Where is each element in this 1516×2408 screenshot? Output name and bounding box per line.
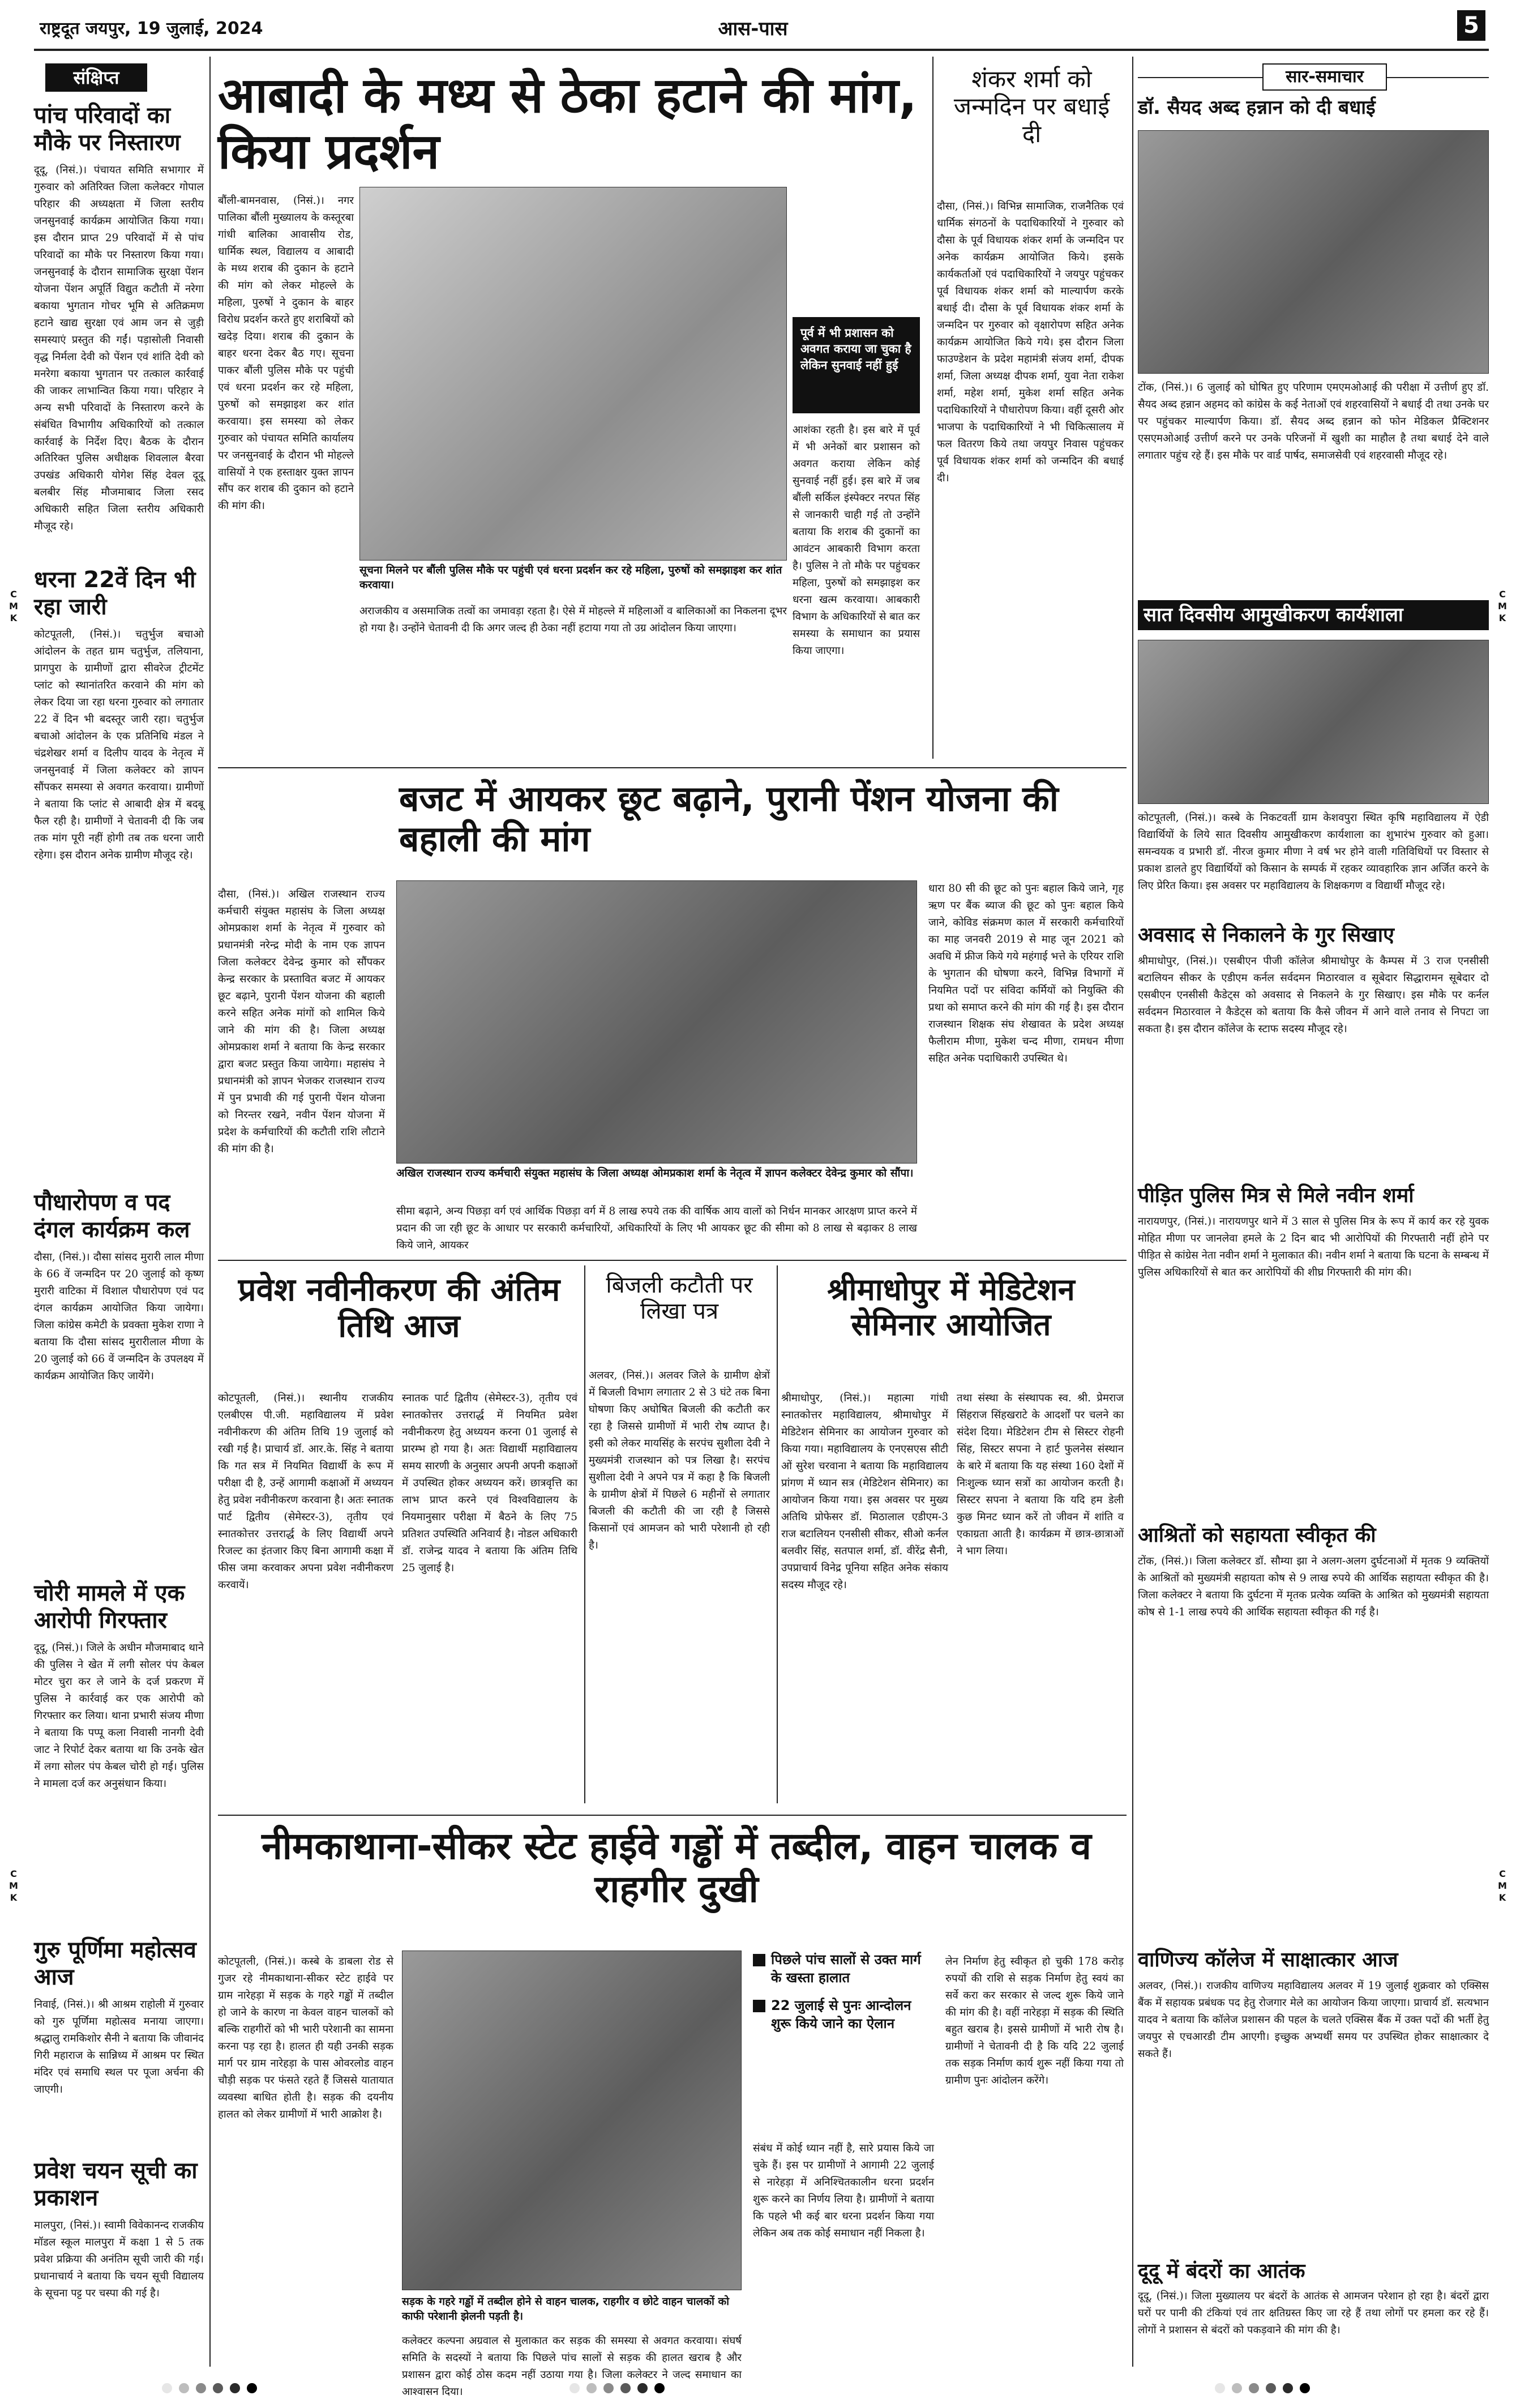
color-swatch: [230, 2383, 240, 2393]
story-headline: बिजली कटौती पर लिखा पत्र: [606, 1272, 753, 1324]
item-body: टोंक, (निसं.)। 6 जुलाई को घोषित हुए परिणाम एमएमओआई की परीक्षा में उत्तीर्ण हुए डॉ. सैयद अब्द हन्नान अहमद को कांग्रेस के कई नेताओं एवं शहरवासियों ने बधाई दी तथा उनके घर पर पहुंचकर माल्यार्पण किया। डॉ. सैयद अब्द हन्नान को फोन मेडिकल प्रैक्टिशनर एसएमओआई उत्तीर्ण करने पर उनके परिजनों में खुशी का माहौल है तथा बधाई देने वाले लगातार पहुंच रहे हैं। इस मौके पर वार्ड पार्षद, समाजसेवी एवं शहरवासी मौजूद रहे।: [1138, 382, 1489, 461]
saar-label: सार-समाचार: [1262, 63, 1387, 91]
color-swatch: [1283, 2383, 1293, 2393]
story-headline: नीमकाथाना-सीकर स्टेट हाईवे गड्ढों में तब्दील, वाहन चालक व राहगीर दुखी: [262, 1824, 1091, 1911]
brief-body: मालपुरा, (निसं.)। स्वामी विवेकानन्द राजकीय मॉडल स्कूल मालपुरा में कक्षा 1 से 5 तक प्रवेश प्रक्रिया की अनंतिम सूची जारी की गई। प्रधानाचार्य ने बताया कि चयन सूची विद्यालय के सूचना पट्ट पर चस्पा की गई है।: [34, 2219, 204, 2299]
story-divider: [777, 1265, 778, 1803]
saar-rule: [1138, 77, 1262, 78]
header-rule: [34, 49, 1489, 51]
item-headline: अवसाद से निकालने के गुर सिखाए: [1138, 923, 1394, 947]
story-budget: [218, 767, 1127, 1254]
footer-registration: [0, 2375, 1516, 2408]
story-body-1: कोटपूतली, (निसं.)। कस्बे के डाबला रोड से गुजर रहे नीमकाथाना-सीकर स्टेट हाईवे पर ग्राम नारेहड़ा में सड़क के गहरे गड्ढों में तब्दील हो जाने के कारण ना केवल वाहन चालकों को बल्कि राहगीरों को भी भारी परेशानी का सामना करना पड़ रहा है। हालत ही यही उनकी सड़क मार्ग पर ग्राम नारेहड़ा के पास ओवरलोड वाहन चौड़ी सड़क पर फंसते रहते हैं जिससे यातायात व्यवस्था बाधित होती है। सड़क की दयनीय हालत को लेकर ग्रामीणों में भारी आक्रोश है।: [218, 1956, 393, 2120]
item-body: अलवर, (निसं.)। राजकीय वाणिज्य महाविद्यालय अलवर में 19 जुलाई शुक्रवार को एक्सिस बैंक में सहायक प्रबंधक पद हेतु रोजगार मेले का आयोजन किया जाएगा। प्राचार्य डॉ. सत्यभान यादव ने बताया कि कॉलेज प्रशासन की पहल के चलते एक्सिस बैंक में उक्त पदों की भर्ती हेतु जयपुर से एचआरडी टीम आएगी। इच्छुक अभ्यर्थी समय पर उपस्थित होकर साक्षात्कार दे सकते हैं।: [1138, 1980, 1489, 2060]
story-bijli: [589, 1260, 773, 1809]
story-admission: [218, 1260, 580, 1809]
masthead: [0, 0, 1516, 57]
brief-body: कोटपूतली, (निसं.)। चतुर्भुज बचाओ आंदोलन के तहत ग्राम चतुर्भुज, तलियाना, प्रागपुरा के ग्रामीणों द्वारा सीवरेज ट्रीटमेंट प्लांट को स्थानांतरित करवाने की मांग को लेकर दिया जा रहा धरना गुरुवार को लगातार 22 वें दिन भी बदस्तूर जारी रहा। चतुर्भुज बचाओ आंदोलन के एक प्रतिनिधि मंडल ने चंद्रशेखर शर्मा व दिलीप यादव के नेतृत्व में जनसुनवाई में जिला कलेक्टर को ज्ञापन सौंपकर समस्या से अवगत करवाया। ग्रामीणों ने बताया कि प्लांट से आबादी क्षेत्र में बदबू फैल रही है। ग्रामीणों ने चेतावनी दी कि जब तक मांग पूरी नहीं होगी तब तक धरना जारी रहेगा। इस दौरान अनेक ग्रामीण मौजूद रहे।: [34, 628, 204, 861]
color-swatch: [1215, 2383, 1225, 2393]
item-headline: डॉ. सैयद अब्द हन्नान को दी बधाई: [1138, 96, 1376, 119]
brief-headline: चोरी मामले में एक आरोपी गिरफ्तार: [34, 1580, 185, 1633]
story-highway: [218, 1815, 1127, 2398]
brief-headline: धरना 22वें दिन भी रहा जारी: [34, 567, 196, 620]
story-body: अलवर, (निसं.)। अलवर जिले के ग्रामीण क्षेत्रों में बिजली विभाग लगातार 2 से 3 घंटे तक बिना घोषणा किए अघोषित बिजली की कटौती कर रहा है जिससे ग्रामीणों में भारी रोष व्याप्त है। इसी को लेकर मायसिंह के सरपंच सुशीला देवी ने मुख्यमंत्री राजस्थान को पत्र लिखा है। सरपंच सुशीला देवी ने अपने पत्र में कहा है कि बिजली के ग्रामीण क्षेत्रों में पिछले 6 महीनों से लगातार बिजली की कटौती की जा रही है जिससे किसानों एवं आमजन को भारी परेशानी हो रही है।: [589, 1370, 770, 1551]
right-item-1: [1138, 96, 1489, 594]
photo-caption: सूचना मिलने पर बौंली पुलिस मौके पर पहुंची एवं धरना प्रदर्शन कर रहे महिला, पुरुषों को समझाइश कर शांत करवाया।: [359, 564, 782, 591]
highway-bullet-box: [753, 1951, 934, 2132]
color-swatch: [1300, 2383, 1310, 2393]
color-swatch: [654, 2383, 665, 2393]
story-body-4: कलेक्टर कल्पना अग्रवाल से मुलाकात कर सड़क की समस्या से अवगत करवाया। संघर्ष समिति के सदस्यों ने बताया कि पिछले पांच सालों से सड़क की हालत खराब है और प्रशासन द्वारा कोई ठोस कदम नहीं उठाया गया है। जिला कलेक्टर ने जल्द समाधान का आश्वासन दिया।: [402, 2335, 742, 2398]
column-rule-left: [209, 57, 211, 2367]
color-swatch: [1266, 2383, 1276, 2393]
left-brief-4: [34, 1580, 204, 1931]
bullet-marker: [753, 1954, 765, 1966]
story-headline: बजट में आयकर छूट बढ़ाने, पुरानी पेंशन योजना की बहाली की मांग: [399, 778, 1059, 860]
color-bar-left: [159, 2383, 260, 2396]
saar-rule: [1387, 77, 1489, 78]
left-brief-5: [34, 1936, 204, 2146]
story-body-2: तथा संस्था के संस्थापक स्व. श्री. प्रेमराज सिंहराज सिंहखराटे के आदर्शों पर चलने का संदेश दिया। मेडिटेशन टीम से सिस्टर रोहनी सिंह, सिस्टर सपना ने हार्ट फुलनेस संस्थान के बारे में बताया कि यह संस्था 160 देशों में निःशुल्क ध्यान सत्रों का आयोजन करती है। सिस्टर सपना ने बताया कि यदि हम डेली कुछ मिनट ध्यान करें तो जीवन में शांति व एकाग्रता आती है। कार्यक्रम में छात्र-छात्राओं ने भाग लिया।: [957, 1392, 1124, 1557]
item-headline: पीड़ित पुलिस मित्र से मिले नवीन शर्मा: [1138, 1184, 1414, 1207]
crop-mark-left: C M K: [9, 589, 18, 623]
story-shankar-sharma: [937, 57, 1127, 764]
photo-caption: सड़क के गहरे गड्ढों में तब्दील होने से वाहन चालक, राहगीर व छोटे वाहन चालकों को काफी परेशानी झेलनी पड़ती है।: [402, 2295, 730, 2323]
item-headline: दूदू में बंदरों का आतंक: [1138, 2260, 1305, 2283]
brief-body: दौसा, (निसं.)। दौसा सांसद मुरारी लाल मीणा के 66 वें जन्मदिन पर 20 जुलाई को कृष्ण मुरारी वाटिका में विशाल पौधारोपण एवं पद दंगल कार्यक्रम आयोजित किया जायेगा। जिला कांग्रेस कमेटी के प्रवक्ता मुकेश राणा ने बताया कि दौसा सांसद मुरारीलाल मीणा के 20 जुलाई को 66 वें जन्मदिन के उपलक्ष्य में कार्यक्रम आयोजित किए जायेंगे।: [34, 1251, 204, 1382]
brief-body: दूदू, (निसं.)। पंचायत समिति सभागार में गुरुवार को अतिरिक्त जिला कलेक्टर गोपाल परिहार की अध्यक्षता में जिला स्तरीय जनसुनवाई कार्यक्रम आयोजित किया गया। इस दौरान प्राप्त 29 परिवादों में से पांच परिवादों का मौके पर निस्तारण किया गया। जनसुनवाई के दौरान सामाजिक सुरक्षा पेंशन योजना पेंशन अपूर्ति विद्युत कटौती में नरेगा बकाया भुगतान गोचर भूमि से अतिक्रमण हटाने खाद्य सुरक्षा एवं आम जन से जुड़ी समस्याएं प्रस्तुत की गईं। पड़ासोली निवासी वृद्ध निर्मला देवी को पेंशन एवं शांति देवी को मनरेगा बकाया भुगतान पर तत्काल कार्रवाई की जाकर लाभान्वित किया गया। परिहार ने अन्य सभी परिवादों के निस्तारण करने के संबंधित विभागीय अधिकारियों को तत्काल कार्रवाई के निर्देश दिए। बैठक के दौरान अतिरिक्त पुलिस अधीक्षक शिवलाल बैरवा उपखंड अधिकारी योगेश सिंह देवल दूदू बलबीर सिंह मौजमाबाद जिला रसद अधिकारी सहित जिला स्तरीय अधिकारी मौजूद रहे।: [34, 164, 204, 533]
bullet-text: पिछले पांच सालों से उक्त मार्ग के खस्ता हालात: [771, 1952, 921, 1986]
item-headline: आश्रितों को सहायता स्वीकृत की: [1138, 1524, 1376, 1547]
brief-headline: गुरु पूर्णिमा महोत्सव आज: [34, 1937, 196, 1990]
story-divider: [932, 57, 933, 759]
highway-photo: [402, 1951, 742, 2290]
color-swatch: [162, 2383, 172, 2393]
header-page-number: 5: [1457, 10, 1485, 41]
story-body-c: धारा 80 सी की छूट को पुनः बहाल किये जाने, गृह ऋण पर बैंक ब्याज की छूट को पुनः बहाल किये जाने, कोविड संक्रमण काल में सरकारी कर्मचारियों का माह जनवरी 2019 से माह जून 2021 को अवधि में फ्रीज किये गये महंगाई भत्ते के एरियर राशि के भुगतान की घोषणा करने, विभिन्न विभागों में नियमित पदों पर संविदा कर्मियों को नियुक्ति की प्रथा को समाप्त करने की मांग की गई है। इस दौरान राजस्थान शिक्षक संघ शेखावत के प्रदेश अध्यक्ष फैलीराम मीणा, मुकेश चन्द मीणा, रामधन मीणा सहित अनेक पदाधिकारी उपस्थित थे।: [928, 883, 1124, 1064]
left-column: [34, 57, 204, 2372]
story-seminar: [781, 1260, 1127, 1809]
brief-body: निवाई, (निसं.)। श्री आश्रम राहोली में गुरुवार को गुरु पूर्णिमा महोत्सव मनाया जाएगा। श्रद्धालु रामकिशोर सैनी ने बताया कि जीवानंद गिरी महाराज के सान्निध्य में आश्रम पर स्थित मंदिर एवं समाधि स्थल पर पूजा अर्चना की जाएगी।: [34, 1999, 204, 2095]
right-column: [1138, 57, 1489, 2372]
story-rule: [218, 767, 1127, 768]
column-rule-right: [1132, 57, 1133, 2367]
color-swatch: [603, 2383, 614, 2393]
color-bar-right: [1211, 2383, 1313, 2396]
item-body: श्रीमाधोपुर, (निसं.)। एसबीएन पीजी कॉलेज श्रीमाधोपुर के कैम्पस में 3 राज एनसीसी बटालियन सीकर के एडीएम कर्नल सर्वदमन मिठारवाल व सूबेदार सिद्धारामन सूबेदार दो एसबीएन एनसीसी कैडेट्स को अवसाद से निकलने के गुर सिखाए। इस मौके पर कर्नल सर्वदमन मिठारवाल ने कैडेट्स को बताया कि कैसे जीवन में आने वाले तनाव से निपटा जा सकता है। इस दौरान कॉलेज के स्टाफ सदस्य मौजूद रहे।: [1138, 955, 1489, 1036]
color-swatch: [196, 2383, 206, 2393]
color-swatch: [213, 2383, 223, 2393]
story-body-a: दौसा, (निसं.)। अखिल राजस्थान राज्य कर्मचारी संयुक्त महासंघ के जिला अध्यक्ष ओमप्रकाश शर्मा के नेतृत्व में गुरुवार को प्रधानमंत्री नरेन्द्र मोदी के नाम एक ज्ञापन जिला कलेक्टर देवेन्द्र कुमार को सौंपकर केन्द्र सरकार के प्रस्तावित बजट में आयकर छूट बढ़ाने, पुरानी पेंशन योजना की बहाली करने सहित अनेक मांगों को शामिल किये जाने की मांग की है। जिला अध्यक्ष ओमप्रकाश शर्मा ने बताया कि केन्द्र सरकार द्वारा बजट प्रस्तुत किया जायेगा। महासंघ ने प्रधानमंत्री को ज्ञापन भेजकर राजस्थान राज्य में पुन प्रभावी की गई पुरानी पेंशन योजना को निरन्तर रखने, नवीन पेंशन योजना में प्रदेश के कर्मचारियों की कटौती राशि लौटाने की मांग की है।: [218, 888, 385, 1155]
right-item-7: [1138, 2259, 1489, 2372]
left-brief-6: [34, 2157, 204, 2372]
color-swatch: [637, 2383, 648, 2393]
item-body: नारायणपुर, (निसं.)। नारायणपुर थाने में 3 साल से पुलिस मित्र के रूप में कार्य कर रहे युवक मोहित मीणा पर जानलेवा हमले के 2 दिन बाद भी आरोपियों की गिरफ्तारी नहीं होने पर पीड़ित से कांग्रेस नेता नवीन शर्मा ने मुलाकात की। नवीन शर्मा ने बताया कि घटना के सम्बन्ध में पुलिस अधिकारियों से बात कर आरोपियों की शीघ्र गिरफ्तारी की मांग की।: [1138, 1216, 1489, 1279]
item-headline-band: [1138, 600, 1489, 630]
bullet-marker: [753, 2000, 765, 2012]
left-brief-1: [34, 102, 204, 555]
story-body-left: बौंली-बामनवास, (निसं.)। नगर पालिका बौंली मुख्यालय के कस्तूरबा गांधी बालिका आवासीय रोड, धार्मिक स्थल, विद्यालय व आबादी के मध्य शराब की दुकान के हटाने की मांग को लेकर मोहल्ले के महिला, पुरुषों ने दुकान के बाहर विरोध प्रदर्शन करते हुए शराबियों को खदेड़ दिया। शराब की दुकान के बाहर धरना देकर बैठ गए। सूचना पाकर बौंली पुलिस मौके पर पहुंची एवं धरना प्रदर्शन कर रहे महिला, पुरुषों को समझाइश कर शांत करवाया। इस समस्या को लेकर गुरुवार को पंचायत समिति कार्यालय पर जनसुनवाई के दौरान भी मोहल्ले वासियों ने एक हस्ताक्षर युक्त ज्ञापन सौंप कर शराब की दुकान को हटाने की मांग की।: [218, 195, 354, 512]
story-body-2: स्नातक पार्ट द्वितीय (सेमेस्टर-3), तृतीय एवं स्नातकोत्तर उत्तरार्द्ध में नियमित प्रवेश नवीनीकरण हेतु अध्ययन करना 01 जुलाई से प्रारम्भ हो गया है। अतः विद्यार्थी महाविद्यालय समय सारणी के अनुसार अपनी अपनी कक्षाओं में उपस्थित होकर अध्ययन करें। छात्रवृत्ति का लाभ प्राप्त करने एवं विश्वविद्यालय के नियमानुसार परीक्षा में बैठने के लिए 75 प्रतिशत उपस्थिति अनिवार्य है। नोडल अधिकारी डॉ. राजेन्द्र यादव ने बताया कि अंतिम तिथि 25 जुलाई है।: [402, 1392, 577, 1574]
story-body-d: सीमा बढ़ाने, अन्य पिछड़ा वर्ग एवं आर्थिक पिछड़ा वर्ग में 8 लाख रुपये तक की वार्षिक आय वालों को निर्धन मानकर आरक्षण प्राप्त करने में प्रदान की जा रही छूट के आधार पर सरकारी कर्मचारियों, अधिकारियों के लिए भी आयकर छूट की सीमा को 8 लाख से बढ़ाकर 8 लाख किये जाने, आयकर: [396, 1205, 917, 1251]
item-headline: वाणिज्य कॉलेज में साक्षात्कार आज: [1138, 1948, 1398, 1971]
pullquote-box: [793, 317, 920, 413]
right-item-2: [1138, 600, 1489, 917]
story-body-1: कोटपूतली, (निसं.)। स्थानीय राजकीय एलबीएस पी.जी. महाविद्यालय में प्रवेश नवीनीकरण की अंतिम तिथि 19 जुलाई को रखी गई है। प्राचार्य डॉ. आर.के. सिंह ने बताया कि गत सत्र में नियमित विद्यार्थी के रूप में परीक्षा दी है, उन्हें आगामी कक्षाओं में अध्ययन हेतु प्रवेश नवीनीकरण करवाना है। अतः स्नातक पार्ट द्वितीय (सेमेस्टर-3), तृतीय एवं स्नातकोत्तर उत्तरार्द्ध के लिए विद्यार्थी अपने रिजल्ट का इंतजार किए बिना आगामी कक्षा में फीस जमा करवाकर अपना प्रवेश नवीनीकरण करवायें।: [218, 1392, 393, 1591]
story-body-3: लेन निर्माण हेतु स्वीकृत हो चुकी 178 करोड़ रुपयों की राशि से सड़क निर्माण हेतु स्वयं का सर्वे करा कर सरकार से जल्द शुरू किये जाने की मांग की है। वहीं नारेहड़ा में सड़क की स्थिति बहुत खराब है। इससे ग्रामीणों में भारी रोष है। ग्रामीणों ने चेतावनी दी है कि यदि 22 जुलाई तक सड़क निर्माण कार्य शुरू नहीं किया गया तो ग्रामीण पुनः आंदोलन करेंगे।: [945, 1956, 1124, 2086]
crop-mark-left-2: C M K: [9, 1868, 18, 1903]
header-section: आस-पास: [718, 18, 788, 40]
brief-headline: पौधारोपण व पद दंगल कार्यक्रम कल: [34, 1190, 190, 1243]
story-body-1: श्रीमाधोपुर, (निसं.)। महात्मा गांधी स्नातकोत्तर महाविद्यालय, श्रीमाधोपुर में मेडिटेशन सेमिनार का आयोजन गुरुवार को किया गया। महाविद्यालय के एनएसएस सीटी ओं सुरेश चरवाना ने बताया कि महाविद्यालय प्रांगण में ध्यान सत्र (मेडिटेशन सेमिनार) का आयोजन किया गया। इस अवसर पर मुख्य अतिथि प्रोफेसर डॉ. मिठालाल एडीएम-3 राज बटालियन एनसीसी सीकर, सीओ कर्नल बलवीर सिंह, सतपाल शर्मा, डॉ. वीरेंद्र सैनी, उपप्राचार्य विनेद्र पूनिया सहित अनेक संकाय सदस्य मौजूद रहे।: [781, 1392, 948, 1591]
photo-caption: अखिल राजस्थान राज्य कर्मचारी संयुक्त महासंघ के जिला अध्यक्ष ओमप्रकाश शर्मा के नेतृत्व में ज्ञापन कलेक्टर देवेन्द्र कुमार को सौंपा।: [396, 1167, 914, 1179]
header-date: राष्ट्रदूत जयपुर, 19 जुलाई, 2024: [40, 19, 263, 39]
right-item-5: [1138, 1523, 1489, 1942]
item-body: कोटपूतली, (निसं.)। कस्बे के निकटवर्ती ग्राम केशवपुरा स्थित कृषि महाविद्यालय में ऐडी विद्यार्थियों के लिये सात दिवसीय आमुखीकरण कार्यशाला का शुभारंभ गुरुवार को हुआ। समन्वयक व प्रभारी डॉ. नीरज कुमार मीणा ने वर्ष भर होने वाली गतिविधियों पर विस्तार से प्रकाश डालते हुए विद्यार्थियों को किसान के सम्पर्क में रहकर व्यावहारिक ज्ञान अर्जित करने के लिए प्रेरित किया। इस अवसर पर महाविद्यालय के शिक्षकगण व विद्यार्थी मौजूद रहे।: [1138, 812, 1489, 892]
protest-photo: [359, 187, 787, 561]
brief-headline: पांच परिवादों का मौके पर निस्तारण: [34, 102, 181, 156]
brief-body: दूदू, (निसं.)। जिले के अधीन मौजमाबाद थाने की पुलिस ने खेत में लगी सोलर पंप केबल मोटर चुरा कर ले जाने के दर्ज प्रकरण में पुलिस ने कार्रवाई कर एक आरोपी को गिरफ्तार कर लिया। थाना प्रभारी संजय मीणा ने बताया कि पप्पू कला निवासी नानगी देवी जाट ने रिपोर्ट देकर बताया था कि उनके खेत में लगा सोलर पंप केबल चोरी हो गई। पुलिस ने मामला दर्ज कर अनुसंधान किया।: [34, 1642, 204, 1790]
color-swatch: [247, 2383, 257, 2393]
budget-photo: [396, 880, 917, 1164]
pullquote-text: पूर्व में भी प्रशासन को अवगत कराया जा चुका है लेकिन सुनवाई नहीं हुई: [800, 326, 911, 372]
crop-mark-right-2: C M K: [1498, 1868, 1507, 1903]
left-brief-2: [34, 566, 204, 1178]
right-item-6: [1138, 1948, 1489, 2253]
color-swatch: [620, 2383, 631, 2393]
story-body-bottom: अराजकीय व असमाजिक तत्वों का जमावड़ा रहता है। ऐसे में मोहल्ले में महिलाओं व बालिकाओं का निकलना दूभर हो गया है। उन्होंने चेतावनी दी कि अगर जल्द ही ठेका नहीं हटाया गया तो उग्र आंदोलन किया जाएगा।: [359, 605, 787, 634]
color-swatch: [1232, 2383, 1242, 2393]
story-divider: [584, 1265, 585, 1803]
story-headline: श्रीमाधोपुर में मेडिटेशन सेमिनार आयोजित: [827, 1272, 1075, 1343]
color-swatch: [569, 2383, 580, 2393]
bullet-item: [753, 1996, 934, 2033]
story-headline: प्रवेश नवीनीकरण की अंतिम तिथि आज: [238, 1272, 560, 1345]
color-swatch: [179, 2383, 189, 2393]
color-swatch: [1249, 2383, 1259, 2393]
item-photo: [1138, 640, 1489, 804]
story-theka-protest: [218, 57, 928, 764]
left-brief-3: [34, 1189, 204, 1574]
story-headline: आबादी के मध्य से ठेका हटाने की मांग, किया प्रदर्शन: [218, 67, 918, 180]
item-headline: सात दिवसीय आमुखीकरण कार्यशाला: [1144, 604, 1403, 626]
crop-mark-right: C M K: [1498, 589, 1507, 623]
story-headline: शंकर शर्मा को जन्मदिन पर बधाई दी: [953, 65, 1110, 148]
color-bar-mid: [566, 2383, 668, 2396]
bullet-item: [753, 1951, 934, 1987]
sankshipt-label: संक्षिप्त: [45, 63, 147, 92]
color-swatch: [586, 2383, 597, 2393]
item-body: टोंक, (निसं.)। जिला कलेक्टर डॉ. सौम्या झा ने अलग-अलग दुर्घटनाओं में मृतक 9 व्यक्तियों के आश्रितों को मुख्यमंत्री सहायता कोष से 9 लाख रुपये की आर्थिक सहायता स्वीकृत की है। जिला कलेक्टर ने बताया कि दुर्घटना में मृतक प्रत्येक व्यक्ति के आश्रित को मुख्यमंत्री सहायता कोष से 1-1 लाख रुपये की आर्थिक सहायता स्वीकृत की गई है।: [1138, 1555, 1489, 1619]
story-body: दौसा, (निसं.)। विभिन्न सामाजिक, राजनैतिक एवं धार्मिक संगठनों के पदाधिकारियों ने गुरुवार को दौसा के पूर्व विधायक शंकर शर्मा के जन्मदिन पर अनेक कार्यक्रम आयोजित किये। इसके कार्यकर्ताओं एवं पदाधिकारियों ने जयपुर पहुंचकर पूर्व विधायक शंकर शर्मा को माल्यार्पण करके बधाई दी। दौसा के पूर्व विधायक शंकर शर्मा के जन्मदिन पर गुरुवार को वृक्षारोपण सहित अनेक कार्यक्रम आयोजित किये गये। इस दौरान जिला फाउण्डेशन के प्रदेश महामंत्री संजय शर्मा, दीपक शर्मा, जिला अध्यक्ष दीपक शर्मा, युवा नेता राकेश शर्मा, महेश शर्मा, मुकेश शर्मा सहित अनेक पदाधिकारियों ने पौधारोपण किया। वहीं दूसरी ओर भाजपा के पदाधिकारियों ने भी चिकित्सालय में फल वितरण किये तथा जयपुर निवास पहुंचकर पूर्व विधायक शंकर शर्मा को जन्मदिन की बधाई दी।: [937, 200, 1124, 484]
bullet-text: 22 जुलाई से पुनः आन्दोलन शुरू किये जाने का ऐलान: [771, 1997, 911, 2032]
right-item-3: [1138, 923, 1489, 1178]
story-body-5: संबंध में कोई ध्यान नहीं है, सारे प्रयास किये जा चुके हैं। इस पर ग्रामीणों ने आगामी 22 जुलाई से नारेहड़ा में अनिश्चितकालीन धरना प्रदर्शन शुरू करने का निर्णय लिया है। ग्रामीणों ने बताया कि पहले भी कई बार धरना प्रदर्शन किया गया लेकिन अब तक कोई समाधान नहीं निकला है।: [753, 2142, 934, 2239]
brief-headline: प्रवेश चयन सूची का प्रकाशन: [34, 2158, 198, 2211]
item-body: दूदू, (निसं.)। जिला मुख्यालय पर बंदरों के आतंक से आमजन परेशान हो रहा है। बंदरों द्वारा घरों पर पानी की टंकियां एवं तार क्षतिग्रस्त किए जा रहे हैं तथा लोगों पर हमला कर रहे हैं। लोगों ने प्रशासन से बंदरों को पकड़वाने की मांग की है।: [1138, 2290, 1489, 2337]
right-item-4: [1138, 1183, 1489, 1517]
item-photo: [1138, 130, 1489, 374]
story-rule: [218, 1815, 1127, 1816]
story-body-right: आशंका रहती है। इस बारे में पूर्व में भी अनेकों बार प्रशासन को अवगत कराया लेकिन कोई सुनवाई नहीं हुई। इस बारे में जब बौंली सर्किल इंस्पेक्टर नरपत सिंह से जानकारी चाही गई तो उन्होंने बताया कि शराब की दुकानों का आवंटन आबकारी विभाग करता है। पुलिस ने तो मौके पर पहुंचकर महिला, पुरुषों को समझाइश कर धरना खत्म करवाया। आबकारी विभाग के अधिकारियों से बात कर समस्या के समाधान का प्रयास किया जाएगा।: [793, 424, 920, 657]
